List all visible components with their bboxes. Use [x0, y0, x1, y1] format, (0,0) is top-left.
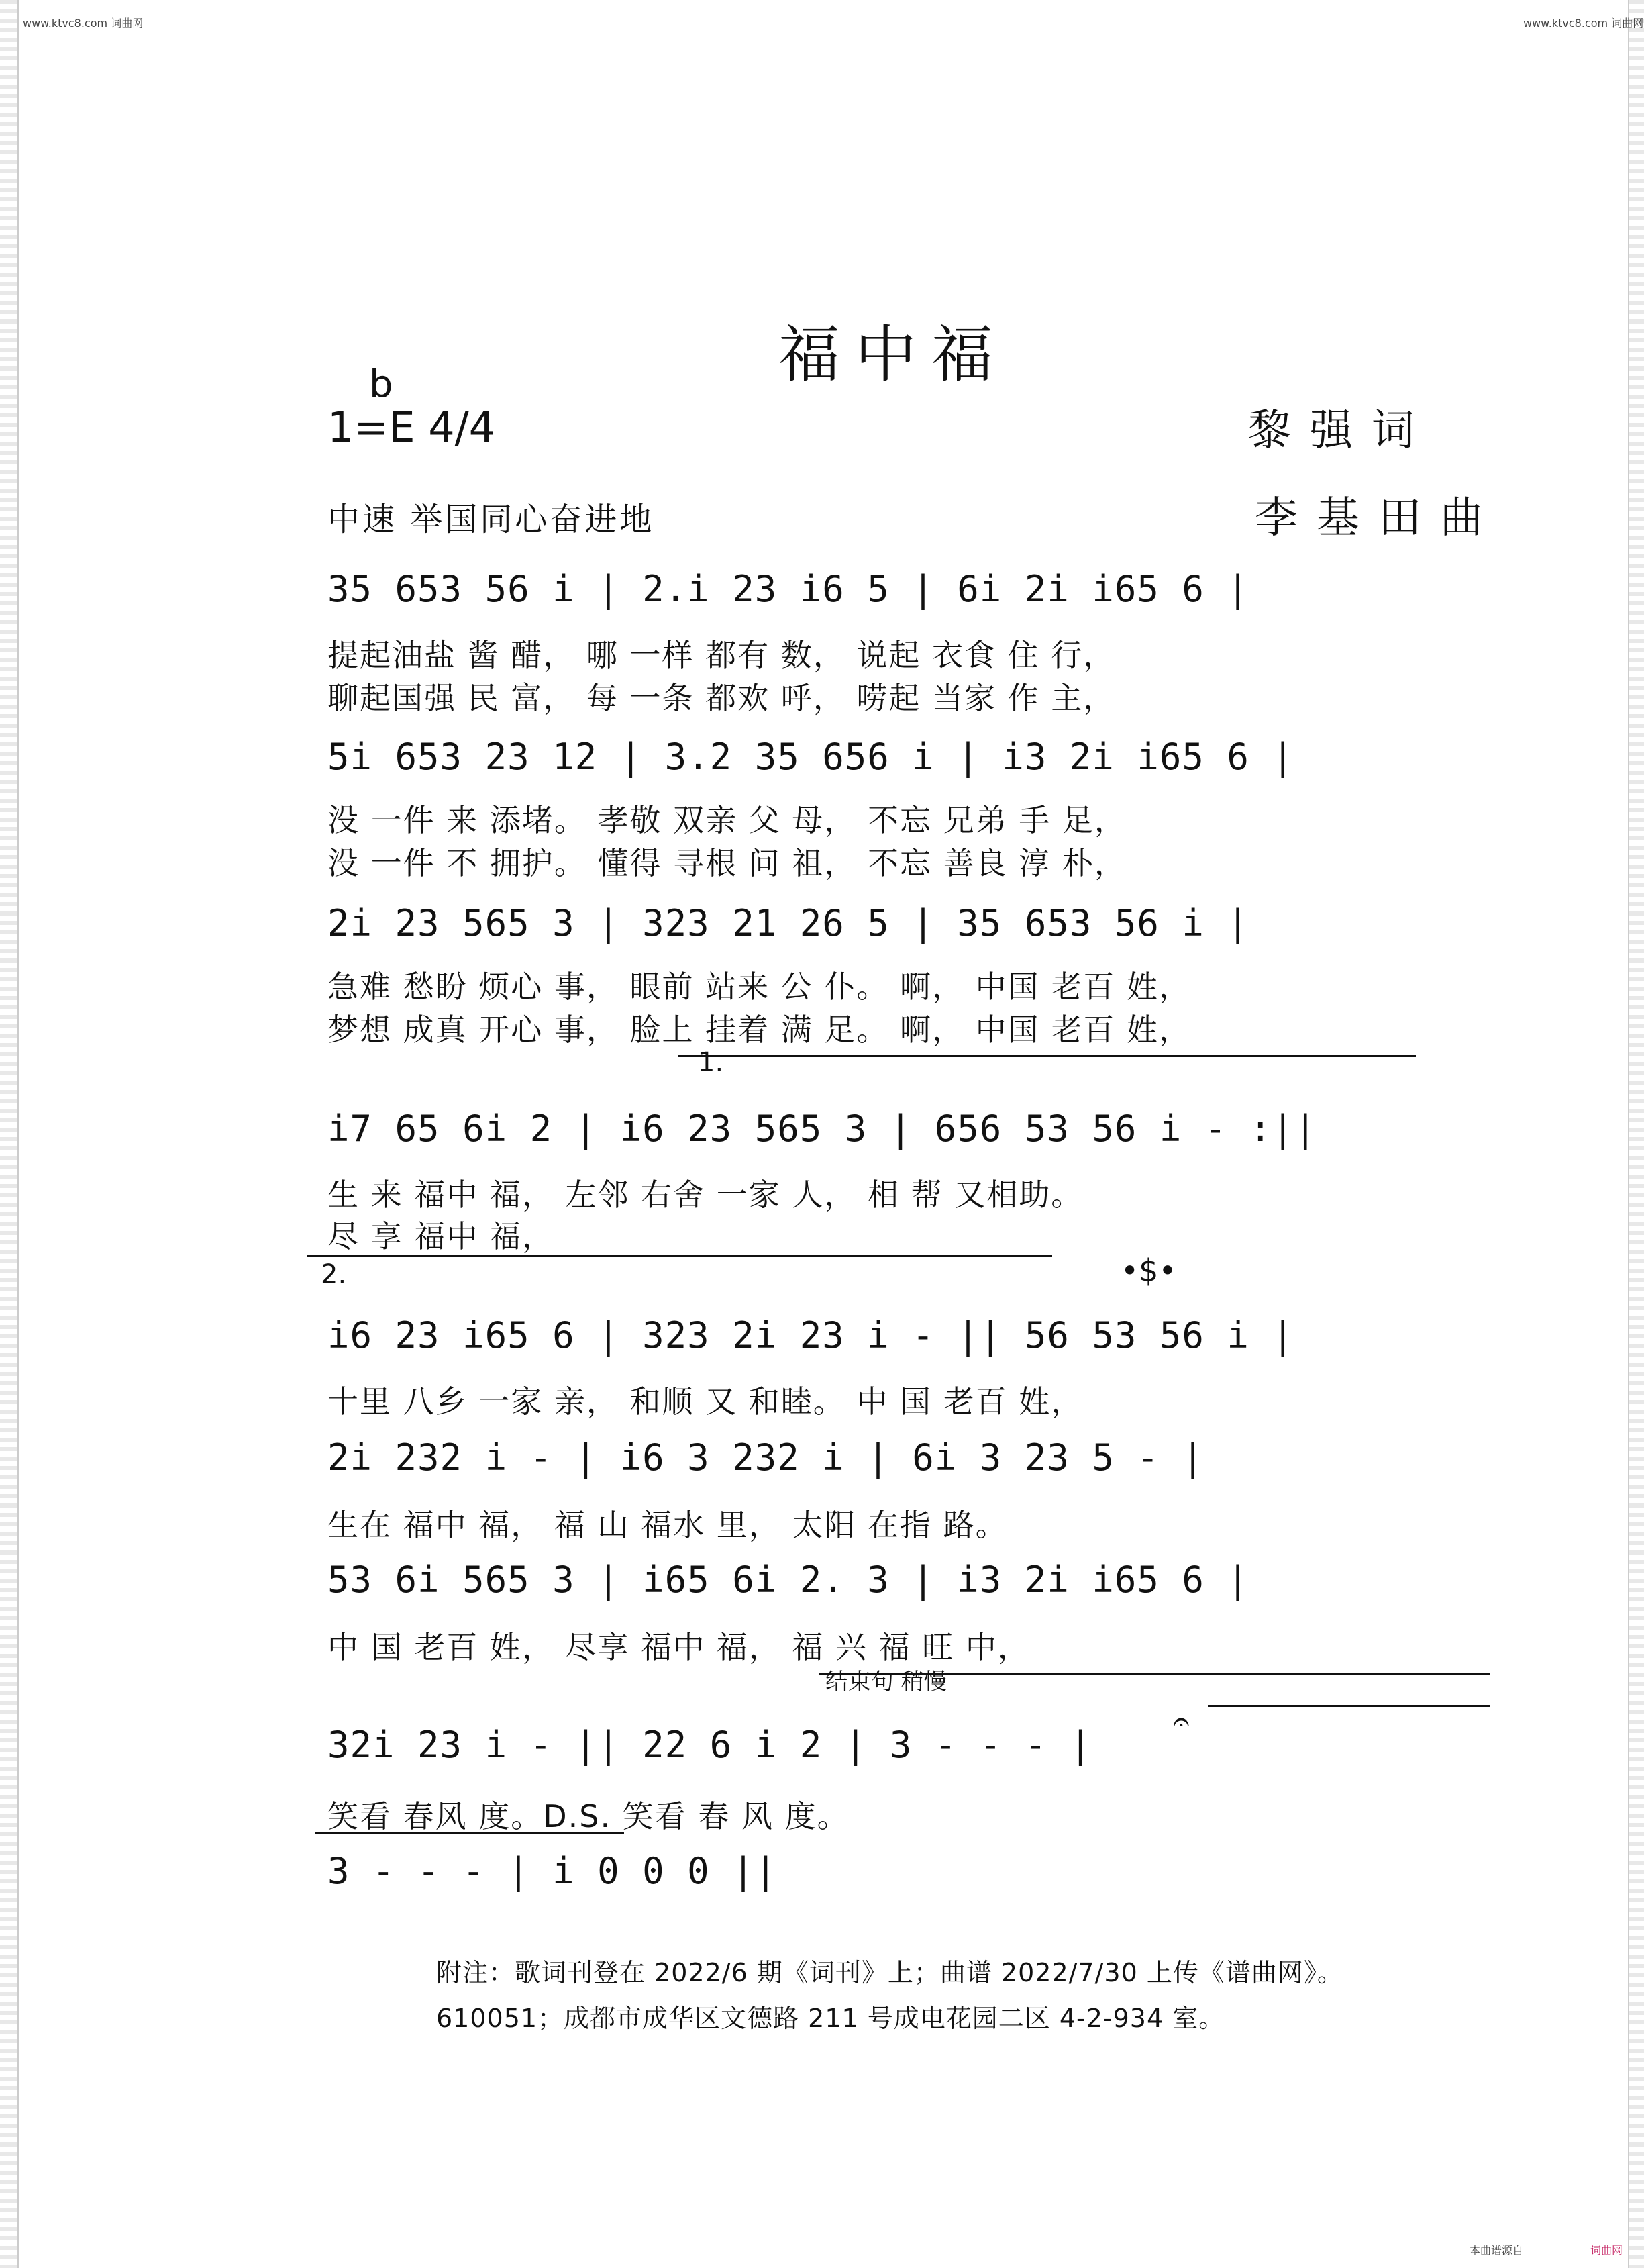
system-7-lyric-1: 中 国 老百 姓， 尽享 福中 福， 福 兴 福 旺 中， — [327, 1629, 1030, 1665]
watermark-bottom-right-b: 词曲网 — [1590, 2244, 1623, 2257]
system-2-lyric-1: 没 一件 来 添堵。 孝敬 双亲 父 母， 不忘 兄弟 手 足， — [327, 802, 1127, 838]
system-8-notes: 32i 23 i - || 22 6 i 2 | 3 - - - | — [327, 1724, 1092, 1766]
system-6-lyric-1: 生在 福中 福， 福 山 福水 里， 太阳 在指 路。 — [327, 1507, 1008, 1543]
system-3-lyric-2: 梦想 成真 开心 事， 脸上 挂着 满 足。 啊， 中国 老百 姓， — [327, 1012, 1191, 1048]
volta-2-number: 2. — [321, 1259, 347, 1290]
flat-sign: b — [369, 362, 393, 406]
tie-line — [1208, 1705, 1490, 1707]
system-5-notes: i6 23 i65 6 | 323 2i 23 i - || 56 53 56 i | — [327, 1314, 1294, 1357]
right-scan-border — [1629, 0, 1644, 2268]
left-scan-edge — [17, 0, 19, 2268]
system-5-lyric-1: 十里 八乡 一家 亲， 和顺 又 和睦。 中 国 老百 姓， — [327, 1383, 1084, 1420]
system-6-notes: 2i 232 i - | i6 3 232 i | 6i 3 23 5 - | — [327, 1436, 1204, 1479]
volta-2-bracket — [307, 1255, 1052, 1257]
system-1-lyric-2: 聊起国强 民 富， 每 一条 都欢 呼， 唠起 当家 作 主， — [327, 680, 1116, 716]
watermark-top-right: www.ktvc8.com 词曲网 — [1523, 17, 1644, 30]
footnote-line-2: 610051；成都市成华区文德路 211 号成电花园二区 4-2-934 室。 — [436, 2004, 1225, 2033]
system-4-lyric-1: 生 来 福中 福， 左邻 右舍 一家 人， 相 帮 又相助。 — [327, 1177, 1084, 1213]
system-3-lyric-1: 急难 愁盼 烦心 事， 眼前 站来 公 仆。 啊， 中国 老百 姓， — [327, 969, 1191, 1005]
right-scan-edge — [1628, 0, 1629, 2268]
composer-credit: 李基田曲 — [1255, 493, 1502, 543]
song-title: 福中福 — [778, 319, 1009, 391]
system-7-notes: 53 6i 565 3 | i65 6i 2. 3 | i3 2i i65 6 | — [327, 1559, 1249, 1601]
system-9-notes: 3 - - - | i 0 0 0 || — [327, 1850, 778, 1892]
tempo-marking: 中速 举国同心奋进地 — [327, 501, 655, 538]
system-2-notes: 5i 653 23 12 | 3.2 35 656 i | i3 2i i65 6 | — [327, 736, 1294, 778]
lyricist-credit: 黎强词 — [1248, 406, 1433, 456]
volta-1-number: 1. — [698, 1047, 724, 1078]
system-1-lyric-1: 提起油盐 酱 醋， 哪 一样 都有 数， 说起 衣食 住 行， — [327, 637, 1116, 673]
volta-1-bracket — [678, 1055, 1416, 1057]
system-8-lyric-1: 笑看 春风 度。D.S. 笑看 春 风 度。 — [327, 1798, 850, 1834]
system-2-lyric-2: 没 一件 不 拥护。 懂得 寻根 问 祖， 不忘 善良 淳 朴， — [327, 845, 1127, 881]
system-4-lyric-2: 尽 享 福中 福， — [327, 1218, 554, 1254]
key-signature: 1=E 4/4 — [327, 403, 496, 452]
segno-sign: •$• — [1121, 1252, 1177, 1289]
tie-line-2 — [315, 1832, 624, 1834]
system-4-notes: i7 65 6i 2 | i6 23 565 3 | 656 53 56 i - :|| — [327, 1107, 1317, 1150]
watermark-top-left: www.ktvc8.com 词曲网 — [23, 17, 144, 30]
ending-annotation: 结束句 稍慢 — [825, 1669, 947, 1695]
left-scan-border — [0, 0, 17, 2268]
footnote-line-1: 附注：歌词刊登在 2022/6 期《词刊》上；曲谱 2022/7/30 上传《谱曲网》。 — [436, 1958, 1343, 1987]
watermark-bottom-right-a: 本曲谱源自 — [1470, 2244, 1524, 2257]
fermata-mark: 𝄐 — [1173, 1705, 1190, 1739]
system-1-notes: 35 653 56 i | 2.i 23 i6 5 | 6i 2i i65 6 | — [327, 568, 1249, 610]
system-3-notes: 2i 23 565 3 | 323 21 26 5 | 35 653 56 i | — [327, 902, 1249, 944]
